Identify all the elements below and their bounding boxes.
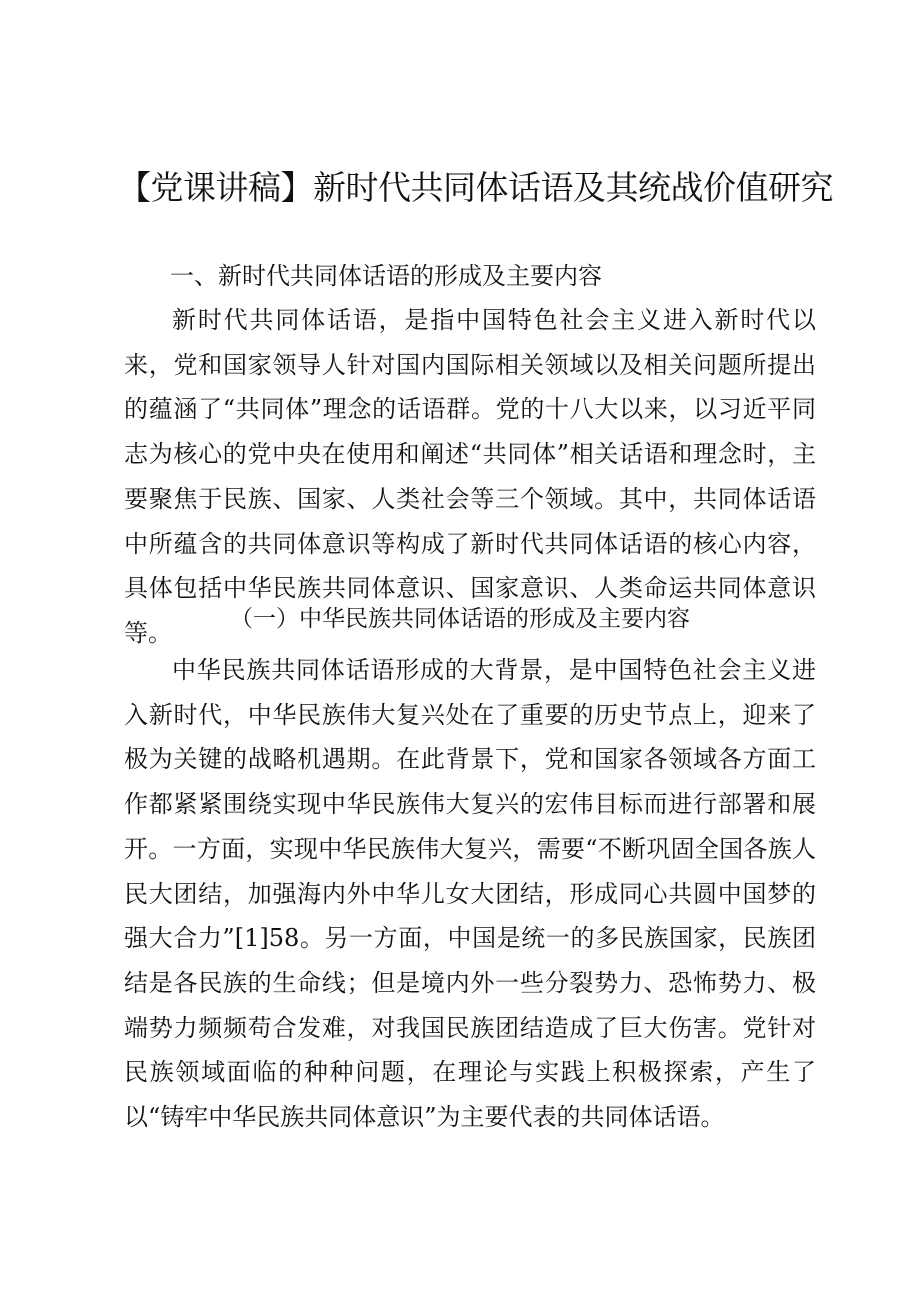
body-paragraph: 新时代共同体话语，是指中国特色社会主义进入新时代以来，党和国家领导人针对国内国际相关领域以及相关问题所提出的蕴涵了“共同体”理念的话语群。党的十八大以来，以习近平同志为核心的党中央在使用和阐述“共同体”相关话语和理念时，主要聚焦于民族、国家、人类社会等三个领域。其中，共同体话语中所蕴含的共同体意识等构成了新时代共同体话语的核心内容，具体包括中华民族共同体意识、国家意识、人类命运共同体意识等。 xyxy=(124,306,816,647)
subsection-heading: （一）中华民族共同体话语的形成及主要内容 xyxy=(230,606,690,632)
section-heading: 一、新时代共同体话语的形成及主要内容 xyxy=(170,262,602,290)
body-paragraph: 中华民族共同体话语形成的大背景，是中国特色社会主义进入新时代，中华民族伟大复兴处在了重要的历史节点上，迎来了极为关键的战略机遇期。在此背景下，党和国家各领域各方面工作都紧紧围绕实现中华民族伟大复兴的宏伟目标而进行部署和展开。一方面，实现中华民族伟大复兴，需要“不断巩固全国各族人民大团结，加强海内外中华儿女大团结，形成同心共圆中国梦的强大合力”[1]58。另一方面，中国是统一的多民族国家，民族团结是各民族的生命线；但是境内外一些分裂势力、恐怖势力、极端势力频频苟合发难，对我国民族团结造成了巨大伤害。党针对民族领域面临的种种问题，在理论与实践上积极探索，产生了以“铸牢中华民族共同体意识”为主要代表的共同体话语。 xyxy=(124,656,816,1132)
document-title: 【党课讲稿】新时代共同体话语及其统战价值研究 xyxy=(118,168,833,207)
